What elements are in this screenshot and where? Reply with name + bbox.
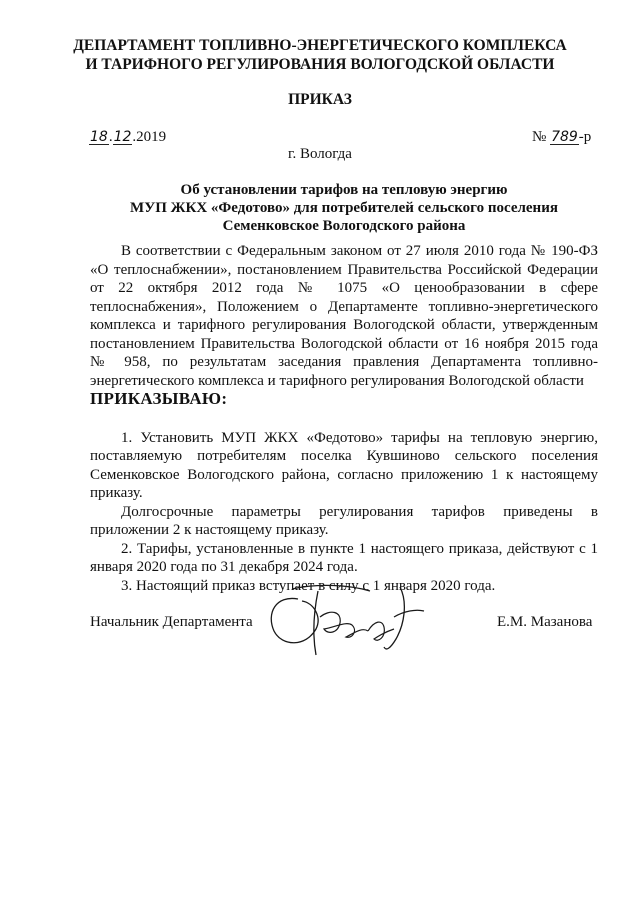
date-year: .2019: [132, 129, 167, 145]
handwritten-signature: [258, 577, 428, 663]
number-prefix: №: [532, 129, 547, 145]
number-value: 789: [551, 129, 578, 145]
signatory-name: Е.М. Мазанова: [497, 614, 593, 630]
item-3-paragraph: 3. Настоящий приказ вступает в силу с 1 января 2020 года.: [121, 577, 496, 594]
title-line-2: МУП ЖКХ «Федотово» для потребителей сельского поселения: [130, 200, 558, 216]
item-1-paragraph: 1. Установить МУП ЖКХ «Федотово» тарифы на тепловую энергию, поставляемую потребителям поселка Кувшиново сельского поселения Семенковское Вологодского района, согласно приложению 1 к настоящему приказу.: [90, 429, 598, 501]
date-day: 18: [90, 129, 108, 145]
city: г. Вологда: [288, 146, 352, 162]
signatory-role: Начальник Департамента: [90, 614, 253, 630]
department-line-1: ДЕПАРТАМЕНТ ТОПЛИВНО-ЭНЕРГЕТИЧЕСКОГО КОМПЛЕКСА: [73, 37, 567, 54]
department-line-2: И ТАРИФНОГО РЕГУЛИРОВАНИЯ ВОЛОГОДСКОЙ ОБЛАСТИ: [85, 56, 555, 73]
date-month: 12: [113, 129, 132, 145]
order-number: [532, 129, 591, 146]
document-title: [90, 181, 598, 235]
decree-word: ПРИКАЗЫВАЮ:: [90, 389, 228, 408]
document-body: [90, 242, 598, 595]
item-2-paragraph: 2. Тарифы, установленные в пункте 1 настоящего приказа, действуют с 1 января 2020 года по 31 декабря 2024 года.: [90, 540, 598, 575]
date-separator: .: [108, 129, 113, 145]
preamble-paragraph: В соответствии с Федеральным законом от 27 июля 2010 года № 190-ФЗ «О теплоснабжении», постановлением Правительства Российской Федерации от 22 октября 2012 года № 1075 «О ценообразовании в сфере теплоснабжения», Положением о Департаменте топливно-энергетического комплекса и тарифного регулирования Вологодской области, утвержденным постановлением Правительства Вологодской области от 16 ноября 2015 года № 958, по результатам заседания правления Департамента топливно-энергетического комплекса и тарифного регулирования Вологодской области: [90, 243, 598, 389]
order-date: [89, 129, 166, 146]
item-1-note-paragraph: Долгосрочные параметры регулирования тарифов приведены в приложении 2 к настоящему приказу.: [90, 503, 598, 538]
document-type: ПРИКАЗ: [288, 91, 352, 108]
number-suffix: -р: [578, 129, 592, 145]
title-line-1: Об установлении тарифов на тепловую энергию: [180, 182, 508, 198]
title-line-3: Семенковское Вологодского района: [222, 218, 466, 234]
department-header: [40, 36, 600, 74]
